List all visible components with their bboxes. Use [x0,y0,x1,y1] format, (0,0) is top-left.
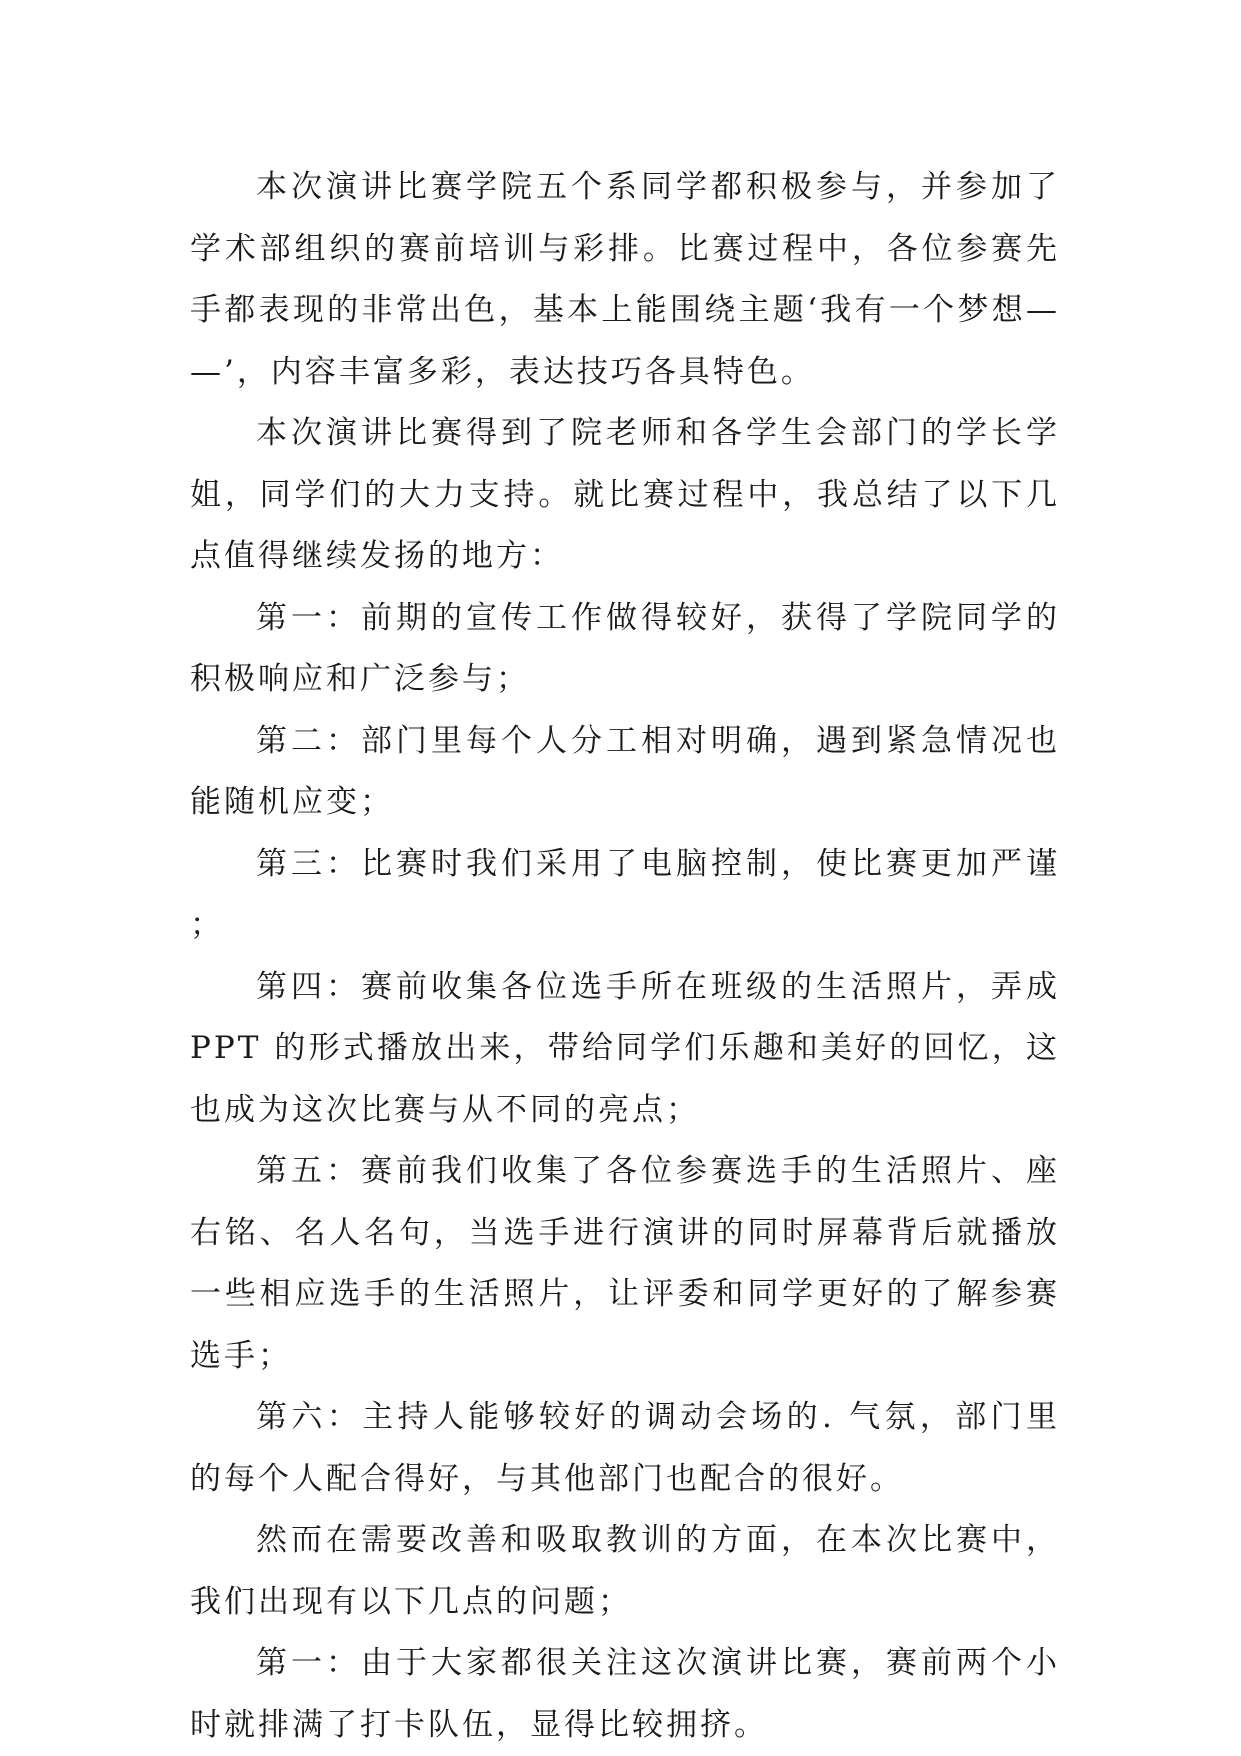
paragraph-point-6: 第六：主持人能够较好的调动会场的. 气氛，部门里的每个人配合得好，与其他部门也配合的很好。 [190,1399,1060,1497]
paragraph-problem-1: 第一：由于大家都很关注这次演讲比赛，赛前两个小时就排满了打卡队伍，显得比较拥挤。 [190,1645,1060,1743]
document-body [190,157,1060,1756]
paragraph-point-3: 第三：比赛时我们采用了电脑控制，使比赛更加严谨； [190,845,1060,943]
paragraph-point-2: 第二：部门里每个人分工相对明确，遇到紧急情况也能随机应变； [190,722,1060,820]
paragraph-problems-intro: 然而在需要改善和吸取教训的方面，在本次比赛中，我们出现有以下几点的问题； [190,1522,1060,1620]
paragraph-point-4: 第四：赛前收集各位选手所在班级的生活照片，弄成 PPT 的形式播放出来，带给同学们乐趣和美好的回忆，这也成为这次比赛与从不同的亮点； [190,968,1060,1128]
paragraph-point-5: 第五：赛前我们收集了各位参赛选手的生活照片、座右铭、名人名句，当选手进行演讲的同时屏幕背后就播放一些相应选手的生活照片，让评委和同学更好的了解参赛选手； [190,1153,1060,1374]
paragraph-participation: 本次演讲比赛学院五个系同学都积极参与，并参加了学术部组织的赛前培训与彩排。比赛过程中，各位参赛先手都表现的非常出色，基本上能围绕主题‘我有一个梦想——’，内容丰富多彩，表达技巧各具特色。 [190,169,1060,390]
paragraph-point-1: 第一：前期的宣传工作做得较好，获得了学院同学的积极响应和广泛参与； [190,599,1060,697]
paragraph-support: 本次演讲比赛得到了院老师和各学生会部门的学长学姐，同学们的大力支持。就比赛过程中，我总结了以下几点值得继续发扬的地方： [190,415,1060,574]
